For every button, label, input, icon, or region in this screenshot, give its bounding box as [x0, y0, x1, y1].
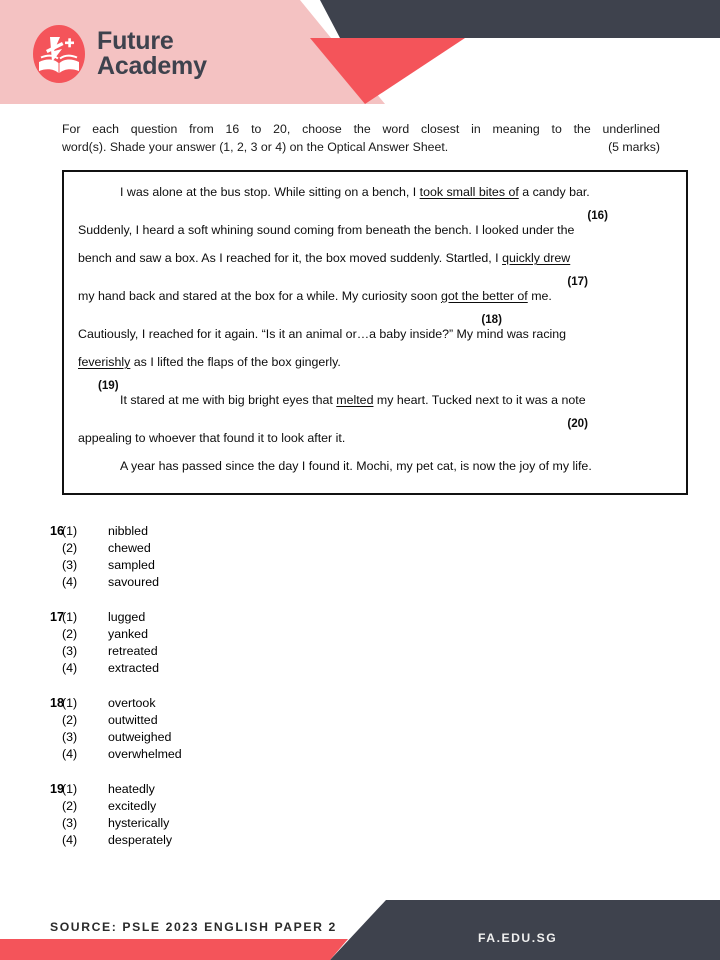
answer-option-row[interactable] [0, 799, 720, 816]
footer-red-bar [0, 939, 348, 960]
passage-text-run: Cautiously, I reached for it again. “Is it an animal or…a baby inside?” My mind was racing [78, 327, 567, 341]
answer-option-row[interactable] [0, 661, 720, 678]
option-number: (1) [62, 610, 78, 624]
header-dark-shape [320, 0, 720, 38]
passage-line [78, 355, 674, 370]
option-label: excitedly [108, 799, 157, 813]
option-label: outweighed [108, 730, 172, 744]
line-spacer [78, 474, 674, 487]
option-number: (4) [62, 661, 78, 675]
underlined-phrase: melted [336, 393, 374, 407]
answer-option-row[interactable] [0, 575, 720, 592]
option-label: heatedly [108, 782, 155, 796]
page-header [0, 0, 720, 104]
passage-line [78, 459, 674, 474]
passage-text-run: I was alone at the bus stop. While sitting on a bench, I [120, 185, 420, 199]
option-number: (1) [62, 524, 78, 538]
passage-text-run: It stared at me with big bright eyes that [120, 393, 337, 407]
option-label: lugged [108, 610, 146, 624]
option-number: (3) [62, 730, 78, 744]
instructions-line-2 [62, 138, 660, 156]
option-label: overtook [108, 696, 156, 710]
answer-option-row[interactable] [0, 627, 720, 644]
underlined-phrase: quickly drew [502, 251, 571, 265]
page-footer [0, 900, 720, 960]
line-spacer [78, 370, 674, 379]
question-marker: (19) [98, 379, 119, 392]
option-number: (2) [62, 627, 78, 641]
underlined-phrase: took small bites of [419, 185, 519, 199]
marks-label: (5 marks) [608, 140, 660, 154]
answer-option-row[interactable] [0, 782, 720, 799]
option-label: sampled [108, 558, 155, 572]
question-marker: (18) [481, 313, 502, 326]
question-block [0, 696, 720, 764]
answer-option-row[interactable] [0, 713, 720, 730]
passage-box [62, 170, 688, 495]
option-number: (4) [62, 747, 78, 761]
passage-line [78, 223, 674, 238]
line-spacer [78, 408, 674, 417]
passage-line [78, 289, 674, 304]
answer-option-row[interactable] [0, 644, 720, 661]
answer-option-row[interactable] [0, 747, 720, 764]
answer-option-row[interactable] [0, 816, 720, 833]
option-label: hysterically [108, 816, 170, 830]
instructions-line-2-text: word(s). Shade your answer (1, 2, 3 or 4) on the Optical Answer Sheet. [62, 140, 449, 154]
answer-option-row[interactable] [0, 610, 720, 627]
questions-list [0, 524, 720, 868]
question-number: 19 [50, 782, 65, 796]
line-spacer [78, 266, 674, 275]
answer-option-row[interactable] [0, 524, 720, 541]
answer-option-row[interactable] [0, 541, 720, 558]
option-number: (2) [62, 799, 78, 813]
option-label: extracted [108, 661, 159, 675]
question-block [0, 782, 720, 850]
line-spacer [78, 200, 674, 209]
instructions-block [62, 120, 660, 156]
brand-name-line1: Future [97, 26, 174, 55]
passage-line [78, 327, 674, 342]
passage-text-run: as I lifted the flaps of the box gingerly. [130, 355, 341, 369]
line-spacer [78, 342, 674, 355]
website-url[interactable]: FA.EDU.SG [478, 931, 558, 945]
brand-name-line2: Academy [97, 52, 207, 80]
question-marker: (17) [567, 275, 588, 288]
option-label: retreated [108, 644, 158, 658]
passage-text-run: my hand back and stared at the box for a while. My curiosity soon [78, 289, 441, 303]
source-label: SOURCE: PSLE 2023 ENGLISH PAPER 2 [50, 920, 337, 934]
passage-text [78, 185, 674, 487]
passage-text-run: a candy bar. [518, 185, 590, 199]
question-number: 16 [50, 524, 65, 538]
option-number: (3) [62, 816, 78, 830]
question-block [0, 610, 720, 678]
underlined-phrase: got the better of [440, 289, 528, 303]
passage-line [78, 431, 674, 446]
line-spacer [78, 238, 674, 251]
option-number: (3) [62, 558, 78, 572]
passage-line [78, 393, 674, 408]
aplus-book-logo-icon [32, 24, 86, 84]
option-label: nibbled [108, 524, 148, 538]
option-number: (2) [62, 541, 78, 555]
question-number: 18 [50, 696, 65, 710]
option-label: desperately [108, 833, 173, 847]
option-number: (1) [62, 696, 78, 710]
passage-text-run: bench and saw a box. As I reached for it, the box moved suddenly. Startled, I [78, 251, 503, 265]
option-label: chewed [108, 541, 151, 555]
passage-text-run: A year has passed since the day I found it. Mochi, my pet cat, is now the joy of my life. [120, 459, 592, 473]
question-block [0, 524, 720, 592]
brand-logo[interactable] [32, 24, 207, 84]
option-label: outwitted [108, 713, 158, 727]
question-number: 17 [50, 610, 65, 624]
question-marker: (20) [567, 417, 588, 430]
footer-dark-shape [330, 900, 720, 960]
passage-line [78, 185, 674, 200]
option-number: (1) [62, 782, 78, 796]
option-number: (4) [62, 575, 78, 589]
option-label: savoured [108, 575, 159, 589]
passage-line [78, 251, 674, 266]
line-spacer [78, 304, 674, 313]
passage-text-run: Suddenly, I heard a soft whining sound coming from beneath the bench. I looked under the [78, 223, 575, 237]
instructions-line-1: For each question from 16 to 20, choose the word closest in meaning to the underlined [62, 122, 660, 136]
passage-text-run: me. [527, 289, 552, 303]
option-label: overwhelmed [108, 747, 182, 761]
passage-text-run: appealing to whoever that found it to look after it. [78, 431, 346, 445]
line-spacer [78, 446, 674, 459]
option-number: (4) [62, 833, 78, 847]
option-number: (3) [62, 644, 78, 658]
passage-text-run: my heart. Tucked next to it was a note [373, 393, 586, 407]
answer-option-row[interactable] [0, 558, 720, 575]
option-label: yanked [108, 627, 148, 641]
answer-option-row[interactable] [0, 833, 720, 850]
brand-name [97, 26, 207, 80]
answer-option-row[interactable] [0, 730, 720, 747]
option-number: (2) [62, 713, 78, 727]
answer-option-row[interactable] [0, 696, 720, 713]
underlined-phrase: feverishly [78, 355, 131, 369]
question-marker: (16) [587, 209, 608, 222]
